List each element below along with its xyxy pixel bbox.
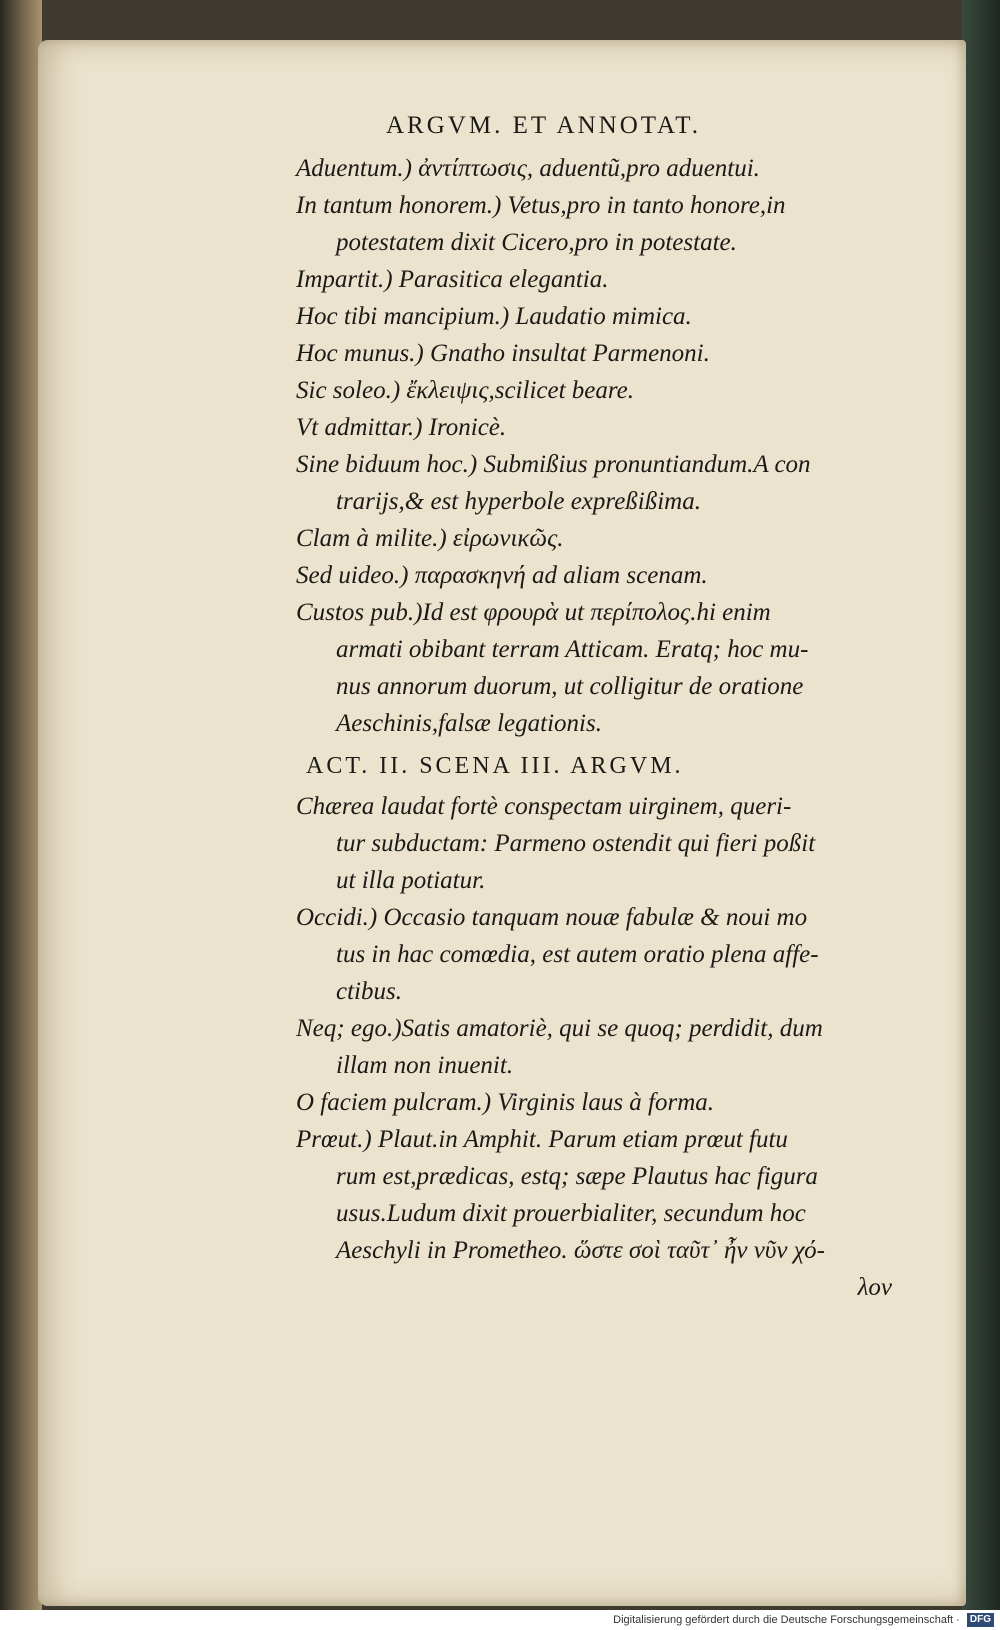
text-line: tur subductam: Parmeno ostendit qui fieri poßit (336, 830, 816, 857)
text-line: Aeschyli in Prometheo. ὥστε σοὶ ταῦτ᾽ ἦν νῦν χό- (336, 1237, 825, 1264)
text-line: Vt admittar.) Ironicè. (296, 414, 507, 441)
text-line: Prœut.) Plaut.in Amphit. Parum etiam prœut futu (296, 1126, 788, 1153)
annotation-entry (296, 150, 936, 187)
dfg-logo-icon: DFG (967, 1613, 994, 1627)
text-line: rum est,prædicas, estq; sæpe Plautus hac figura (336, 1163, 818, 1190)
text-line: In tantum honorem.) Vetus,pro in tanto honore,in (296, 192, 786, 219)
text-line: Neq; ego.)Satis amatoriè, qui se quoq; perdidit, dum (296, 1015, 823, 1042)
annotation-entry (296, 788, 936, 899)
text-line: O faciem pulcram.) Virginis laus à forma. (296, 1089, 715, 1116)
text-line: Hoc munus.) Gnatho insultat Parmenoni. (296, 340, 710, 367)
text-line: armati obibant terram Atticam. Eratq; hoc mu- (336, 636, 809, 663)
text-line: Clam à milite.) εἰρωνικῶς. (296, 525, 564, 552)
annotation-entry (296, 335, 936, 372)
annotation-entry (296, 261, 936, 298)
page-text-block (296, 108, 936, 1306)
footer-credit-text: Digitalisierung gefördert durch die Deutsche Forschungsgemeinschaft (613, 1614, 954, 1626)
annotation-entry (296, 298, 936, 335)
book-gutter-edge (0, 0, 42, 1610)
annotation-entry (296, 594, 936, 742)
text-line: Sine biduum hoc.) Submißius pronuntiandum.A con (296, 451, 811, 478)
text-line: Chærea laudat fortè conspectam uirginem, queri- (296, 793, 792, 820)
text-line: illam non inuenit. (336, 1052, 514, 1079)
text-line: tus in hac comœdia, est autem oratio plena affe- (336, 941, 819, 968)
annotation-entry (296, 899, 936, 1010)
annotation-entry (296, 1084, 936, 1121)
text-line: ctibus. (336, 978, 402, 1005)
text-line: Occidi.) Occasio tanquam nouæ fabulæ & noui mo (296, 904, 808, 931)
running-head: ARGVM. ET ANNOTAT. (386, 112, 701, 139)
book-cover-edge (962, 0, 1000, 1610)
text-line: nus annorum duorum, ut colligitur de oratione (336, 673, 804, 700)
annotations-part-2 (296, 788, 936, 1269)
annotation-entry (296, 1010, 936, 1084)
annotation-entry (296, 520, 936, 557)
catchword: λον (857, 1274, 892, 1301)
text-line: Impartit.) Parasitica elegantia. (296, 266, 609, 293)
text-line: trarijs,& est hyperbole expreßißima. (336, 488, 701, 515)
text-line: Sed uideo.) παρασκηνή ad aliam scenam. (296, 562, 708, 589)
text-line: usus.Ludum dixit prouerbialiter, secundum hoc (336, 1200, 806, 1227)
text-line: Aduentum.) ἀντίπτωσις, aduentũ,pro aduentui. (296, 155, 760, 182)
annotation-entry (296, 187, 936, 261)
annotation-entry (296, 1121, 936, 1269)
text-line: Hoc tibi mancipium.) Laudatio mimica. (296, 303, 692, 330)
text-line: ut illa potiatur. (336, 867, 486, 894)
annotation-entry (296, 372, 936, 409)
annotations-part-1 (296, 150, 936, 742)
annotation-entry (296, 446, 936, 520)
section-title: ACT. II. SCENA III. ARGVM. (306, 753, 684, 779)
text-line: Custos pub.)Id est φρουρὰ ut περίπολος.hi enim (296, 599, 771, 626)
digitization-footer: Digitalisierung gefördert durch die Deutsche Forschungsgemeinschaft · DFG (0, 1610, 1000, 1630)
text-line: Sic soleo.) ἔκλειψις,scilicet beare. (296, 377, 635, 404)
text-line: Aeschinis,falsæ legationis. (336, 710, 602, 737)
annotation-entry (296, 409, 936, 446)
text-line: potestatem dixit Cicero,pro in potestate. (336, 229, 737, 256)
annotation-entry (296, 557, 936, 594)
